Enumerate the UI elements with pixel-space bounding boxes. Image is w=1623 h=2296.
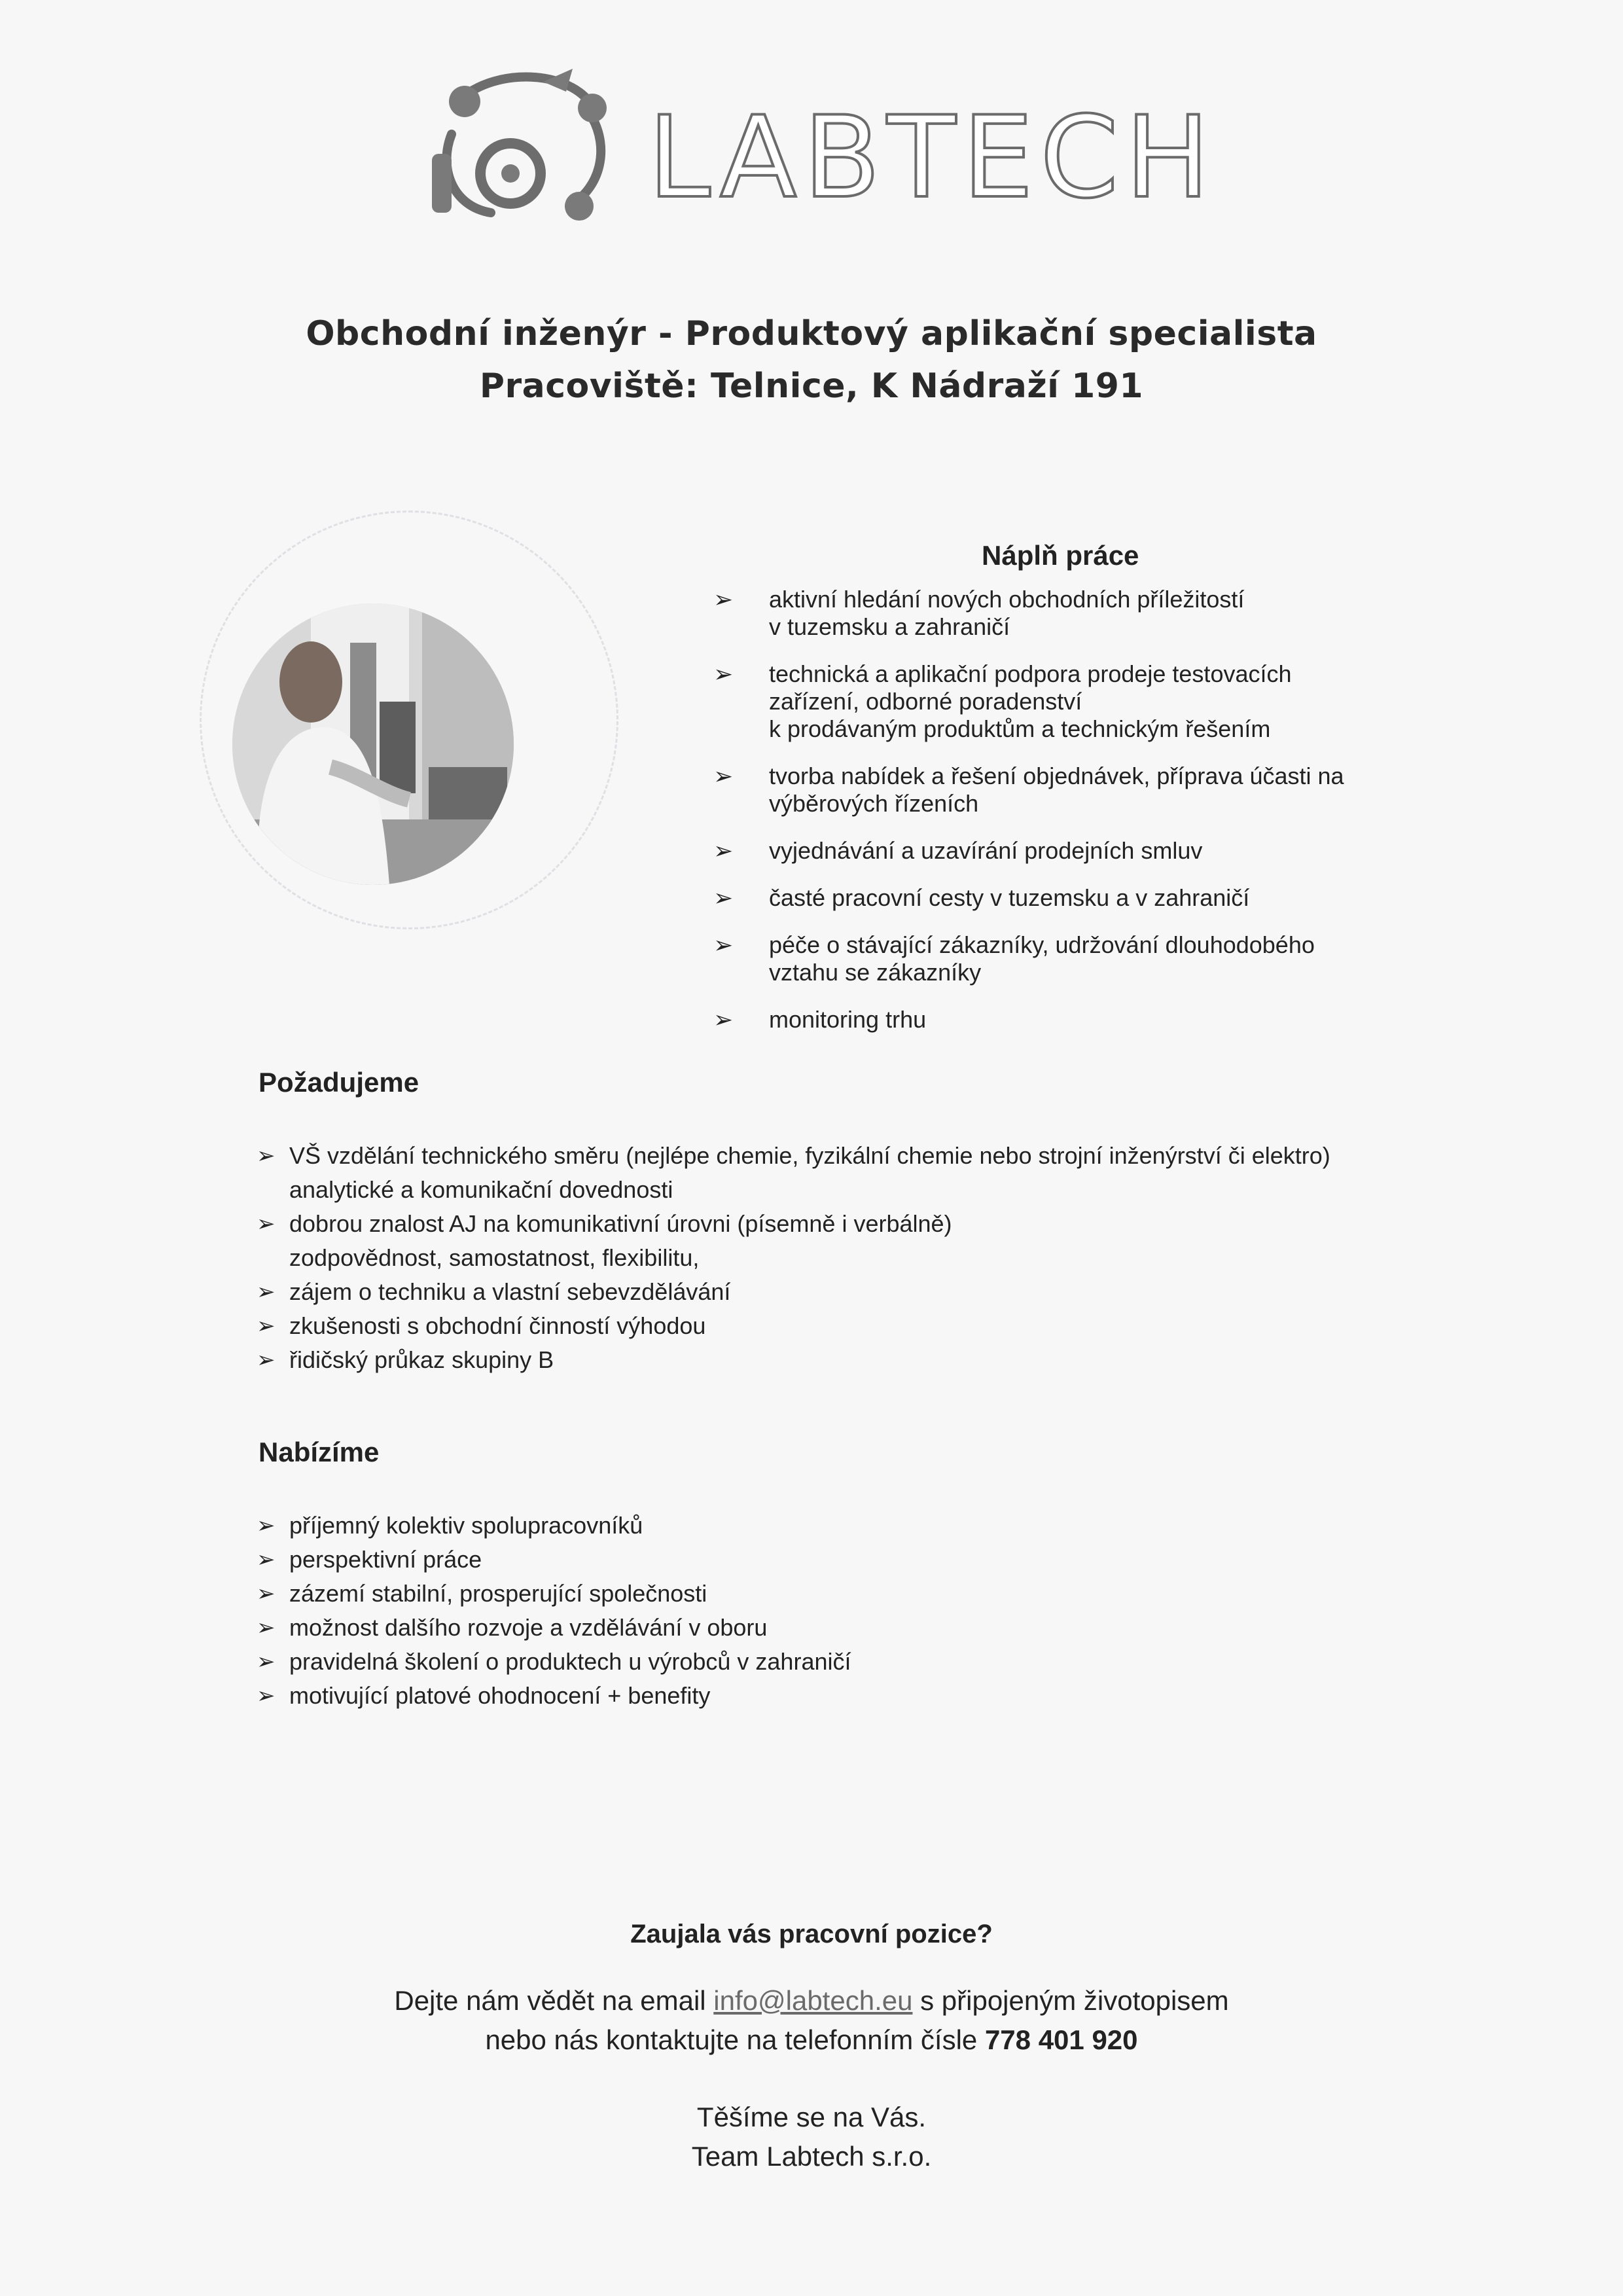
arrow-bullet-icon: ➢ [257,1314,276,1338]
list-item: ➢ péče o stávající zákazníky, udržování dlouhodobého vztahu se zákazníky [713,931,1315,986]
arrow-bullet-icon: ➢ [257,1348,276,1372]
arrow-bullet-icon: ➢ [257,1649,276,1674]
arrow-bullet-icon: ➢ [713,931,734,958]
job-title-block [0,308,1623,412]
arrow-bullet-icon: ➢ [257,1143,276,1168]
list-item: ➢ zkušenosti s obchodní činností výhodou [257,1309,1500,1343]
requirements-heading: Požadujeme [259,1067,419,1098]
arrow-bullet-icon: ➢ [713,660,734,687]
labtech-robot-logo-icon [412,56,622,239]
arrow-bullet-icon: ➢ [713,837,734,864]
list-item: ➢ tvorba nabídek a řešení objednávek, příprava účasti na výběrových řízeních [713,762,1344,817]
list-item: ➢ technická a aplikační podpora prodeje testovacích zařízení, odborné poradenství k prodávaným produktům a technickým řešením [713,660,1292,742]
job-duties-list [713,586,1486,1053]
arrow-bullet-icon: ➢ [713,762,734,789]
brand-name: LABTECH [648,92,1217,223]
list-item: ➢ monitoring trhu [713,1006,927,1033]
contact-phone-line: nebo nás kontaktujte na telefonním čísle 778 401 920 [485,2024,1138,2055]
list-item: ➢ zázemí stabilní, prosperující společnosti [257,1577,1500,1611]
engineer-photo [232,603,514,885]
arrow-bullet-icon: ➢ [257,1581,276,1606]
list-item: ➢ řidičský průkaz skupiny B [257,1343,1500,1377]
arrow-bullet-icon: ➢ [257,1547,276,1572]
list-item: ➢ perspektivní práce [257,1543,1500,1577]
contact-block [0,1914,1623,2176]
email-link[interactable]: info@labtech.eu [713,1985,913,2016]
arrow-bullet-icon: ➢ [257,1280,276,1304]
benefits-list [257,1509,1500,1713]
list-item: ➢ možnost dalšího rozvoje a vzdělávání v oboru [257,1611,1500,1645]
list-item: ➢ VŠ vzdělání technického směru (nejlépe chemie, fyzikální chemie nebo strojní inženýrství či elektro) [257,1139,1500,1173]
list-item: ➢ pravidelná školení o produktech u výrobců v zahraničí [257,1645,1500,1679]
list-item: ➢ dobrou znalost AJ na komunikativní úrovni (písemně i verbálně) [257,1207,1500,1241]
arrow-bullet-icon: ➢ [713,1006,734,1033]
list-item: ➢ zájem o techniku a vlastní sebevzdělávání [257,1275,1500,1309]
job-title: Obchodní inženýr - Produktový aplikační specialista [306,314,1317,353]
arrow-bullet-icon: ➢ [257,1211,276,1236]
list-item: zodpovědnost, samostatnost, flexibilitu, [289,1244,700,1271]
company-logo [412,56,1217,239]
list-item: ➢ motivující platové ohodnocení + benefity [257,1679,1500,1713]
workplace-title: Pracoviště: Telnice, K Nádraží 191 [479,367,1144,406]
arrow-bullet-icon: ➢ [713,586,734,613]
contact-email-line: Dejte nám vědět na email info@labtech.eu s připojeným životopisem [394,1985,1229,2016]
list-item: analytické a komunikační dovednosti [289,1176,673,1203]
list-item: ➢ příjemný kolektiv spolupracovníků [257,1509,1500,1543]
job-duties-heading: Náplň práce [982,540,1139,571]
arrow-bullet-icon: ➢ [257,1683,276,1708]
phone-number: 778 401 920 [984,2024,1138,2055]
arrow-bullet-icon: ➢ [713,884,734,911]
list-item: ➢ aktivní hledání nových obchodních příležitostí v tuzemsku a zahraničí [713,586,1245,640]
contact-question: Zaujala vás pracovní pozice? [630,1920,993,1948]
arrow-bullet-icon: ➢ [257,1615,276,1640]
signature-team: Team Labtech s.r.o. [691,2141,932,2172]
list-item: ➢ časté pracovní cesty v tuzemsku a v zahraničí [713,884,1250,911]
list-item: ➢ vyjednávání a uzavírání prodejních smluv [713,837,1203,864]
closing-greeting: Těšíme se na Vás. [696,2102,927,2132]
benefits-heading: Nabízíme [259,1437,380,1467]
arrow-bullet-icon: ➢ [257,1513,276,1538]
requirements-list [257,1139,1500,1377]
